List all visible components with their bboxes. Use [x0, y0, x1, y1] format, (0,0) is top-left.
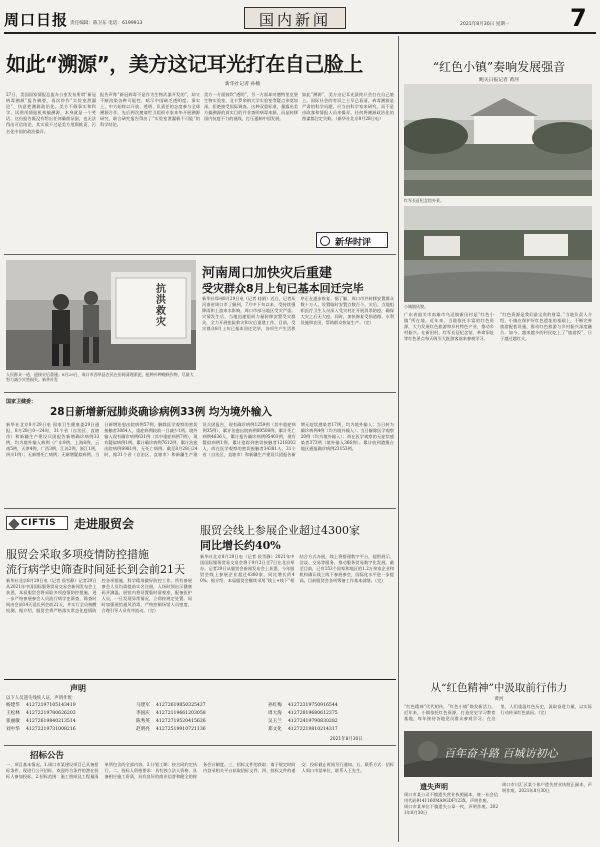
person-id: 41272619850325427: [156, 703, 206, 708]
ciftis-heading: 走进服贸会: [74, 517, 135, 531]
masthead: [0, 0, 600, 40]
person-name: 周大海: [268, 711, 282, 716]
town-photo-2-art: [404, 206, 592, 302]
covid-body-text: 新华社北京8月29日电 国家卫生健康委29日通报，8月28日0—24时，31个省（自治区、直辖市）和新疆生产建设兵团报告新增确诊病例33例，均为境外输入病例（广东9例，上海8例，云南5例，天津4例，广西3例，江苏2例，浙江1例，四川1例）；无新增死亡病例；无新增疑似病例。当日新增治愈出院病例57例，解除医学观察的密切接触者3064人，重症病例较前一日减少1例。境外输入现有确诊病例631例（其中重症病例7例），现有疑似病例1例。累计确诊病例7612例，累计治愈出院病例6981例，无死亡病例。截至8月28日24时，据31个省（自治区、直辖市）和新疆生产建设兵团报告，现有确诊病例1259例（其中重症病例35例），累计治愈出院病例89508例，累计死亡病例4636人，累计报告确诊病例95403例，现有疑似病例1例。累计追踪到密切接触者1218302人，尚在医学观察的密切接触者34381人。31个省（自治区、直辖市）和新疆生产建设兵团报告新增无症状感染者17例，均为境外输入；当日转为确诊病例4例（均为境外输入）；当日解除医学观察20例（均为境外输入）；尚在医学观察的无症状感染者373例（境外输入366例）。累计收到港澳台地区通报确诊病例23153例。: [6, 422, 394, 458]
town-title: “红色小镇”奏响发展强音: [432, 60, 566, 74]
person-id: 41272419790830282: [288, 719, 338, 724]
town-body-1-text: 广东省韶关市南雄市乌迳镇新田村是“红色小镇”所在地。近年来，当地依托丰富的红色资源，大力发展红色旅游和乡村特色产业，推动乡村振兴。在新田村，红军长征纪念馆、革命旧址等红色景点每天吸引大批游客前来参观学习。: [404, 312, 494, 342]
tender-divider: [4, 745, 396, 746]
person-name: 孙红梅: [268, 703, 282, 708]
person-name: 杨建华: [6, 703, 20, 708]
page-number: 7: [570, 4, 587, 32]
ciftis-logo: [6, 516, 68, 530]
lead-col-1: [6, 92, 96, 250]
covid-label: 国家卫健委：: [6, 399, 37, 405]
flood-subtitle: 受灾群众8月上旬已基本回迁完毕: [202, 282, 364, 295]
lead-paragraph-1: 27日，美国国家情报总监办公室发布所谓“新冠病毒溯源”报告摘要，再次炒作“实验室泄漏论”，执意把溯源政治化。美方不顾事实和科学，试图用情报机构搞溯源，本身就是一个笑话。这份报告既没有给出任何确凿证据，也无法得出可信结论，其实质不过是美方甩锅推责、污名化中国的政治操弄。: [6, 92, 96, 134]
flood-divider: [4, 392, 396, 393]
town-photo-1-art: [404, 84, 592, 196]
lead-paragraph-2: 报告声称“新冠病毒不是作为生物武器开发的”，却又不断渲染各种可能性，暗示中国缺乏透明度。事实上，中方始终以开放、透明、负责任的态度参与全球溯源合作，先后两次邀请世卫组织专家来华开展溯源研究，联合研究报告得出了“实验室泄漏极不可能”的科学结论。: [100, 92, 200, 128]
person-id: 41272819680612375: [288, 711, 338, 716]
lost-notice-2-text: 周口市某单位不慎遗失公章一枚，声明作废。2021年8月30日: [404, 804, 498, 816]
xinhua-logo-icon: [320, 236, 330, 246]
lead-byline: 新华社记者 孙楠: [225, 82, 261, 87]
ciftis-title-4: 同比增长约40%: [200, 539, 281, 552]
person-name: 刘中华: [6, 727, 20, 732]
lead-title: 如此“溯源”，美方这记耳光打在自己脸上: [6, 52, 363, 76]
person-id: 41272219780626203: [26, 711, 76, 716]
small-notice: [502, 782, 592, 842]
ciftis-body-2: [200, 554, 394, 676]
lead-col-4: [302, 92, 394, 222]
ciftis-logo-text: CIFTIS: [21, 518, 57, 528]
town-body-1: [404, 312, 494, 676]
town-photo-1-caption: 红军长征纪念馆外景。: [404, 198, 444, 203]
lost-notice-title: 遗失声明: [420, 783, 448, 791]
person-name: 吴玉兰: [268, 719, 282, 724]
issue-date: 2021年8月30日 星期一: [460, 22, 510, 27]
person-name: 张丽敏: [6, 719, 20, 724]
town-byline: 鲍关日报记者 黄河: [479, 78, 519, 83]
tender-body: [6, 762, 394, 842]
town-photo-2-caption: 小城镇风貌。: [404, 304, 428, 309]
column-separator: [398, 36, 399, 842]
covid-body: [6, 422, 394, 506]
ciftis-body-1-text: 新华社北京8月29日电（记者 侯雪静）记者29日从2021年中国国际服务贸易交易会新闻发布会上获悉，本届服贸会将采取多项疫情防控措施，进一步严格参展参会人员流行病学史筛查，筛查时间由会前14天延长到会前21天，并实行全员核酸检测。据介绍，服贸会将严格落实常态化疫情防控各项措施，科学精准做好防控工作。所有参展参会人员均需提前实名注册，入场时须出示健康码并测温。展馆内将设置临时留观室，配备医护人员，一旦发现异常情况，立即按规定处置。同时加强展馆通风消毒，严格控制场馆人员密度，合理引导人员有序流动。（完）: [6, 578, 192, 614]
ciftis-logo-icon: [8, 518, 19, 529]
lost-notice-1-text: 周口市某公司不慎遗失营业执照副本，统一社会信用代码9141160MA9GDF123X，声明作废。: [404, 792, 498, 804]
town-sub-byline: 黄河: [494, 697, 504, 702]
person-id: 41272719520415626: [156, 719, 206, 724]
small-notice-text: 周口市川汇区某个体户遗失营业执照正副本，声明作废。2021年8月30日: [502, 782, 592, 794]
person-list: [6, 703, 394, 759]
person-name: 王松林: [6, 711, 20, 716]
person-id: 41272119661203058: [156, 711, 206, 716]
ciftis-title-3: 服贸会线上参展企业超过4300家: [200, 524, 360, 537]
xinhua-comment-badge: [316, 232, 388, 248]
town-body-2: [500, 312, 592, 676]
tender-body-text: 一、项目基本情况。1.周口市某建设项目已具备招标条件，现进行公开招标，欢迎符合条件的潜在投标人参加投标。2.招标范围：施工图纸及工程量清单所包含的全部内容。3.计划工期：按合同约定执行。二、投标人资格要求：具有独立法人资格，具备相应施工资质，具有良好的商业信誉和健全的财务会计制度。三、招标文件的获取：请于规定时间内登录相关平台获取招标文件。四、投标文件的递交：投标截止时间另行通知。五、联系方式：招标人周口市某单位，联系人王先生。: [6, 762, 394, 780]
person-id: 41272219810214317: [288, 727, 338, 732]
lead-col-2: [100, 92, 200, 250]
tender-title: 招标公告: [30, 751, 65, 761]
flood-body-text: 新华社郑州8月29日电（记者 桂娟）近日，记者从河南省周口市了解到，7月中下旬以来，受持续强降雨和上游来水影响，周口市部分地区受灾严重。灾情发生后，当地迅速组织力量转移安置受灾群众，全力开展抢险救灾和灾后重建工作。目前，受灾群众8月上旬已基本回迁完毕，各项生产生活秩序正在逐步恢复。据了解，周口市共转移安置群众数十万人，设置临时安置点数百个。灾后，当地组织医疗卫生人员深入受灾村庄开展消杀防疫，确保大灾之后无大疫。同时，加快修复受损道路、水利设施和农田，帮助群众恢复生产。（完）: [202, 296, 394, 332]
town-sub-title: 从“红色精神”中汲取前行伟力: [430, 682, 568, 694]
person-id: 41272197105143419: [26, 703, 76, 708]
town-photo-2: [404, 206, 592, 302]
person-id: 41272519910721136: [156, 727, 206, 732]
flood-photo: [6, 260, 196, 370]
ciftis-body-1: [6, 578, 192, 676]
flood-title: 河南周口加快灾后重建: [202, 266, 333, 281]
town-body-3: [404, 704, 592, 728]
ciftis-title-2: 流行病学史筛查时间延长到会前21天: [6, 563, 185, 576]
town-photo-1: [404, 84, 592, 196]
lead-col-3: [204, 92, 298, 250]
lead-paragraph-4: 如此“溯源”，美方这记耳光最终只会打在自己脸上。国际社会的有识之士早已看清，病毒溯源是严肃的科学问题，应当由科学家来研究，而不是由政客和情报人员来操弄。任何将溯源政治化的图谋都注定失败。（新华社北京8月28日电）: [302, 92, 394, 122]
shengming-title: 声明: [70, 684, 86, 693]
lead-paragraph-3: 美方一方面鼓吹“透明”，另一方面却对德特里克堡生物实验室、北卡罗来纳大学实验室等疑点讳莫如深，拒绝接受国际调查。这种双重标准，暴露出美方搞溯源的真实目的并非查明病毒来源，而是转移国内抗疫不力的视线，打压遏制中国发展。: [204, 92, 298, 122]
lead-divider: [4, 254, 396, 255]
flood-photo-sign: 抗洪救灾: [156, 284, 166, 328]
person-name: 李国庆: [136, 711, 150, 716]
xinhua-comment-label: 新华时评: [335, 238, 372, 248]
covid-title: 28日新增新冠肺炎确诊病例33例 均为境外输入: [50, 406, 272, 418]
paper-logo: 周口日报: [4, 11, 69, 29]
person-id: 41272619840213514: [26, 719, 76, 724]
editor-info: 责任编辑：陈卫东 电话：6199913: [70, 21, 143, 26]
person-name: 赵明亮: [136, 727, 150, 732]
slogan-banner: [404, 731, 592, 777]
notice-date: 2021年8月30日: [330, 737, 363, 742]
notices-top-rule: [4, 679, 396, 680]
person-id: 41272219731008216: [26, 727, 76, 732]
person-name: 马建军: [136, 703, 150, 708]
shengming-intro: 以下人员遗失残疾人证，声明作废：: [6, 696, 77, 701]
town-body-2-text: “红色资源是我们最宝贵的财富。”当地负责人介绍，小镇在保护好红色遗址的基础上，不断完善旅游配套设施，推动红色旅游与乡村振兴深度融合。如今，越来越多的村民吃上了“旅游饭”，日子越过越红火。: [500, 312, 592, 342]
flood-photo-caption: 人民群众一道，迎接灾后重建。8月29日，周口市西华县农民在田间清理淤泥，抢种补种晚秋作物，尽最大努力减少灾害损失。新华社发: [6, 372, 194, 383]
town-body-3-text: “红色精神”代代相传，“红色小镇”焕发新活力。近年来，小镇依托红色资源，打造党史学习教育基地，每年接待各地党员群众参观学习。在这里，人们重温红色历史，汲取奋进力量，以实际行动传承红色基因。（完）: [404, 704, 592, 722]
flood-body: [202, 296, 394, 390]
covid-divider: [4, 508, 396, 509]
person-name: 郑文化: [268, 727, 282, 732]
masthead-rule: [4, 32, 596, 34]
person-name: 陈秀英: [136, 719, 150, 724]
section-title: 国内新闻: [258, 11, 331, 29]
ciftis-title-1: 服贸会采取多项疫情防控措施: [6, 548, 149, 561]
person-id: 41272319750916544: [288, 703, 338, 708]
slogan-text: 百年奋斗路 百城访初心: [444, 747, 558, 760]
lost-notice-1: [404, 792, 498, 842]
ciftis-body-2-text: 新华社北京8月29日电（记者 侯雪静）2021年中国国际服务贸易交易会将于9月2日至7日在北京举办。记者29日从服贸会新闻发布会上获悉，今年服贸会线上参展企业超过4300家，同比增长约40%。据介绍，本届服贸会继续采用“线上+线下”相结合方式办展，线上将搭建数字平台，提供展示、洽谈、交易等服务，推动服务贸易数字化发展。截至目前，已有153个国家和地区的1.2万余家企业和机构确认线上线下参展参会，国际化水平进一步提高。目前服贸会各项筹备工作基本就绪。（完）: [200, 554, 394, 584]
